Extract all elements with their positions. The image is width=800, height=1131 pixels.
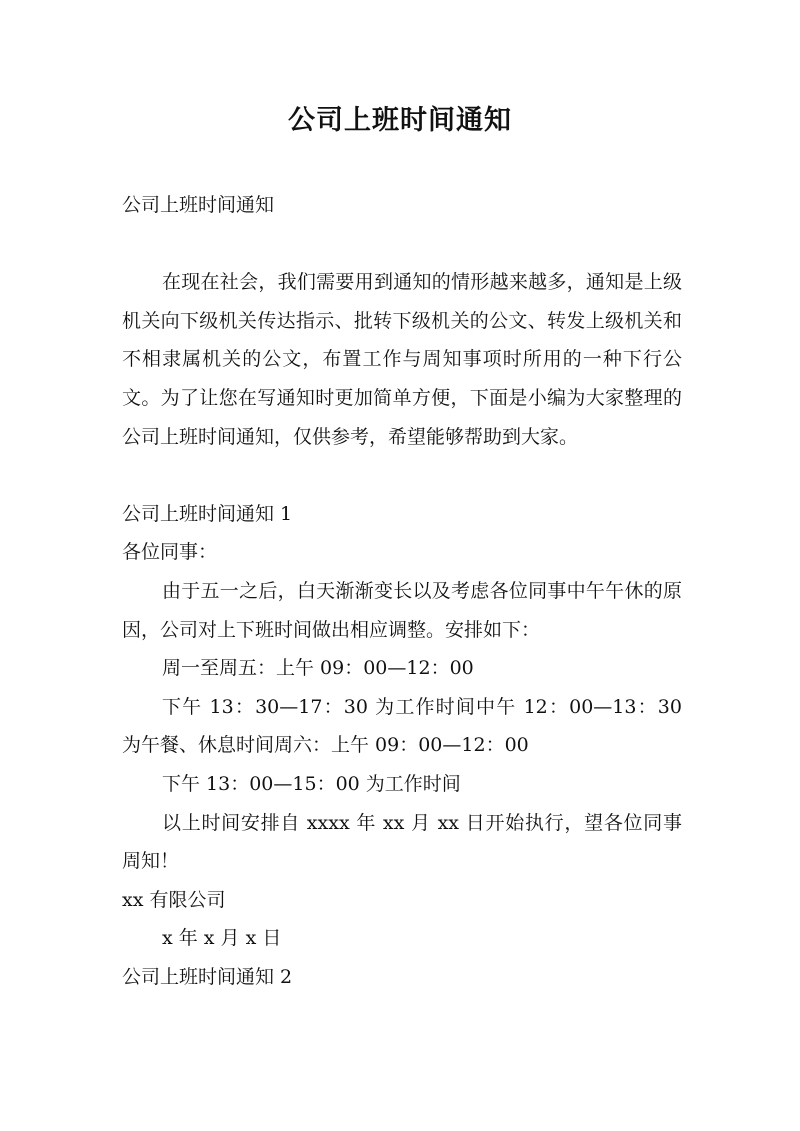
- document-title: 公司上班时间通知: [288, 105, 512, 136]
- schedule-saturday-afternoon: 下午 13：00—15：00 为工作时间: [162, 772, 461, 795]
- salutation: 各位同事：: [122, 541, 218, 564]
- document-subtitle: 公司上班时间通知: [122, 194, 275, 216]
- schedule-weekday: 周一至周五：上午 09：00—12：00: [162, 657, 474, 680]
- section-1-heading: 公司上班时间通知 1: [122, 502, 293, 525]
- section-1-paragraph-2: 以上时间安排自 xxxx 年 xx 月 xx 日开始执行，望各位同事周知！: [122, 811, 682, 873]
- section-2-heading: 公司上班时间通知 2: [122, 965, 293, 988]
- document-body: [122, 186, 682, 996]
- intro-paragraph: 在现在社会，我们需要用到通知的情形越来越多，通知是上级机关向下级机关传达指示、批转下级机关的公文、转发上级机关和不相隶属机关的公文，布置工作与周知事项时所用的一种下行公文。为了让您在写通知时更加简单方便，下面是小编为大家整理的公司上班时间通知，仅供参考，希望能够帮助到大家。: [122, 271, 682, 448]
- signature-date: x 年 x 月 x 日: [162, 927, 282, 950]
- schedule-afternoon: 下午 13：30—17：30 为工作时间中午 12：00—13：30 为午餐、休息时间周六：上午 09：00—12：00: [122, 695, 682, 757]
- section-1-paragraph-1: 由于五一之后，白天渐渐变长以及考虑各位同事中午午休的原因，公司对上下班时间做出相应调整。安排如下：: [122, 579, 682, 641]
- company-signature: xx 有限公司: [122, 888, 226, 911]
